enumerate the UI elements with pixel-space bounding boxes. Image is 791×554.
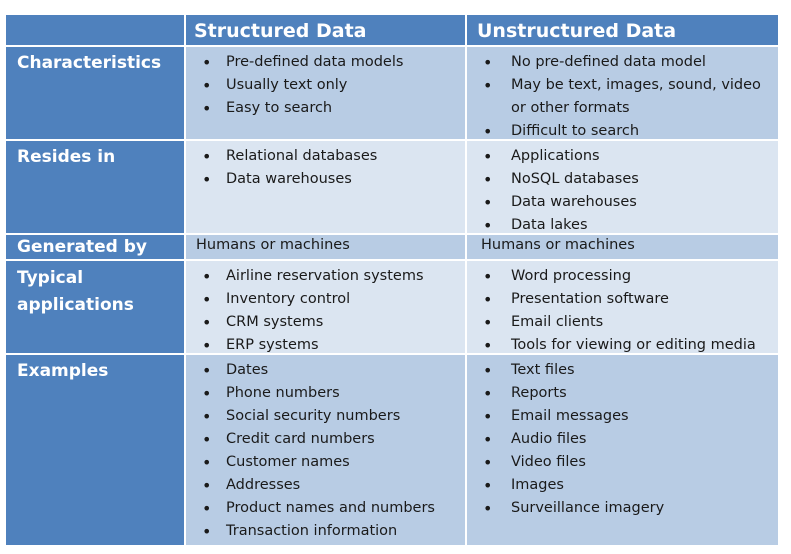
structured-list: [186, 359, 465, 543]
row-label: Generated by: [17, 237, 147, 257]
unstructured-cell: [467, 235, 778, 259]
list-item: • Applications: [467, 145, 778, 168]
list-item: • Phone numbers: [186, 382, 465, 405]
list-item: • Text files: [467, 359, 778, 382]
list-item: • No pre-defined data model: [467, 51, 778, 74]
list-item: • Addresses: [186, 474, 465, 497]
structured-list: [186, 51, 465, 120]
list-item: • Data warehouses: [186, 168, 465, 191]
list-item: • Social security numbers: [186, 405, 465, 428]
unstructured-cell: [467, 47, 778, 139]
list-item: • Data warehouses: [467, 191, 778, 214]
list-item: • NoSQL databases: [467, 168, 778, 191]
unstructured-list: [467, 265, 778, 357]
list-item: • Email clients: [467, 311, 778, 334]
header-structured-cell: [186, 15, 465, 45]
structured-cell: [186, 141, 465, 233]
list-item: • Pre-defined data models: [186, 51, 465, 74]
list-item: • Customer names: [186, 451, 465, 474]
list-item: • Credit card numbers: [186, 428, 465, 451]
structured-text: Humans or machines: [196, 237, 350, 253]
row-examples: [6, 355, 778, 545]
header-corner-cell: [6, 15, 184, 45]
list-item-continuation: [467, 97, 778, 120]
row-label-cell: [6, 47, 184, 139]
structured-list: [186, 145, 465, 191]
list-item: • Airline reservation systems: [186, 265, 465, 288]
header-row: [6, 15, 778, 45]
unstructured-cell: [467, 141, 778, 233]
list-item: • Easy to search: [186, 97, 465, 120]
header-unstructured-title: Unstructured Data: [477, 20, 677, 42]
list-item: • CRM systems: [186, 311, 465, 334]
list-item: • Images: [467, 474, 778, 497]
unstructured-list: [467, 51, 778, 143]
list-item: • Relational databases: [186, 145, 465, 168]
row-label-cell: [6, 355, 184, 545]
row-characteristics: [6, 47, 778, 139]
row-label: Examples: [17, 361, 109, 381]
structured-cell: [186, 355, 465, 545]
list-item: • Presentation software: [467, 288, 778, 311]
row-label-line: applications: [17, 295, 134, 315]
list-item: • Data lakes: [467, 214, 778, 237]
unstructured-cell: [467, 261, 778, 353]
list-item: • Word processing: [467, 265, 778, 288]
list-item: • ERP systems: [186, 334, 465, 357]
row-label: [17, 265, 177, 319]
unstructured-cell: [467, 355, 778, 545]
list-item: • Difficult to search: [467, 120, 778, 143]
list-item: • Product names and numbers: [186, 497, 465, 520]
structured-cell: [186, 47, 465, 139]
header-unstructured-cell: [467, 15, 778, 45]
unstructured-list: [467, 359, 778, 520]
list-item: • Audio files: [467, 428, 778, 451]
row-label-cell: [6, 141, 184, 233]
unstructured-list: [467, 145, 778, 237]
row-resides-in: [6, 141, 778, 233]
list-item: • Tools for viewing or editing media: [467, 334, 778, 357]
structured-cell: [186, 261, 465, 353]
structured-cell: [186, 235, 465, 259]
header-structured-title: Structured Data: [194, 20, 367, 42]
row-label-line: Typical: [17, 268, 84, 288]
row-typical-applications: [6, 261, 778, 353]
list-item: • Video files: [467, 451, 778, 474]
row-label-cell: [6, 235, 184, 259]
row-generated-by: [6, 235, 778, 259]
row-label: Resides in: [17, 147, 116, 167]
structured-list: [186, 265, 465, 357]
list-item: • Usually text only: [186, 74, 465, 97]
list-item: • Inventory control: [186, 288, 465, 311]
row-label: Characteristics: [17, 53, 162, 73]
row-label-cell: [6, 261, 184, 353]
list-item: • May be text, images, sound, video: [467, 74, 778, 97]
continuation-text: or other formats: [511, 100, 630, 116]
comparison-table: [6, 15, 778, 545]
unstructured-text: Humans or machines: [481, 237, 635, 253]
list-item: • Transaction information: [186, 520, 465, 543]
list-item: • Surveillance imagery: [467, 497, 778, 520]
list-item: • Email messages: [467, 405, 778, 428]
list-item: • Reports: [467, 382, 778, 405]
list-item: • Dates: [186, 359, 465, 382]
